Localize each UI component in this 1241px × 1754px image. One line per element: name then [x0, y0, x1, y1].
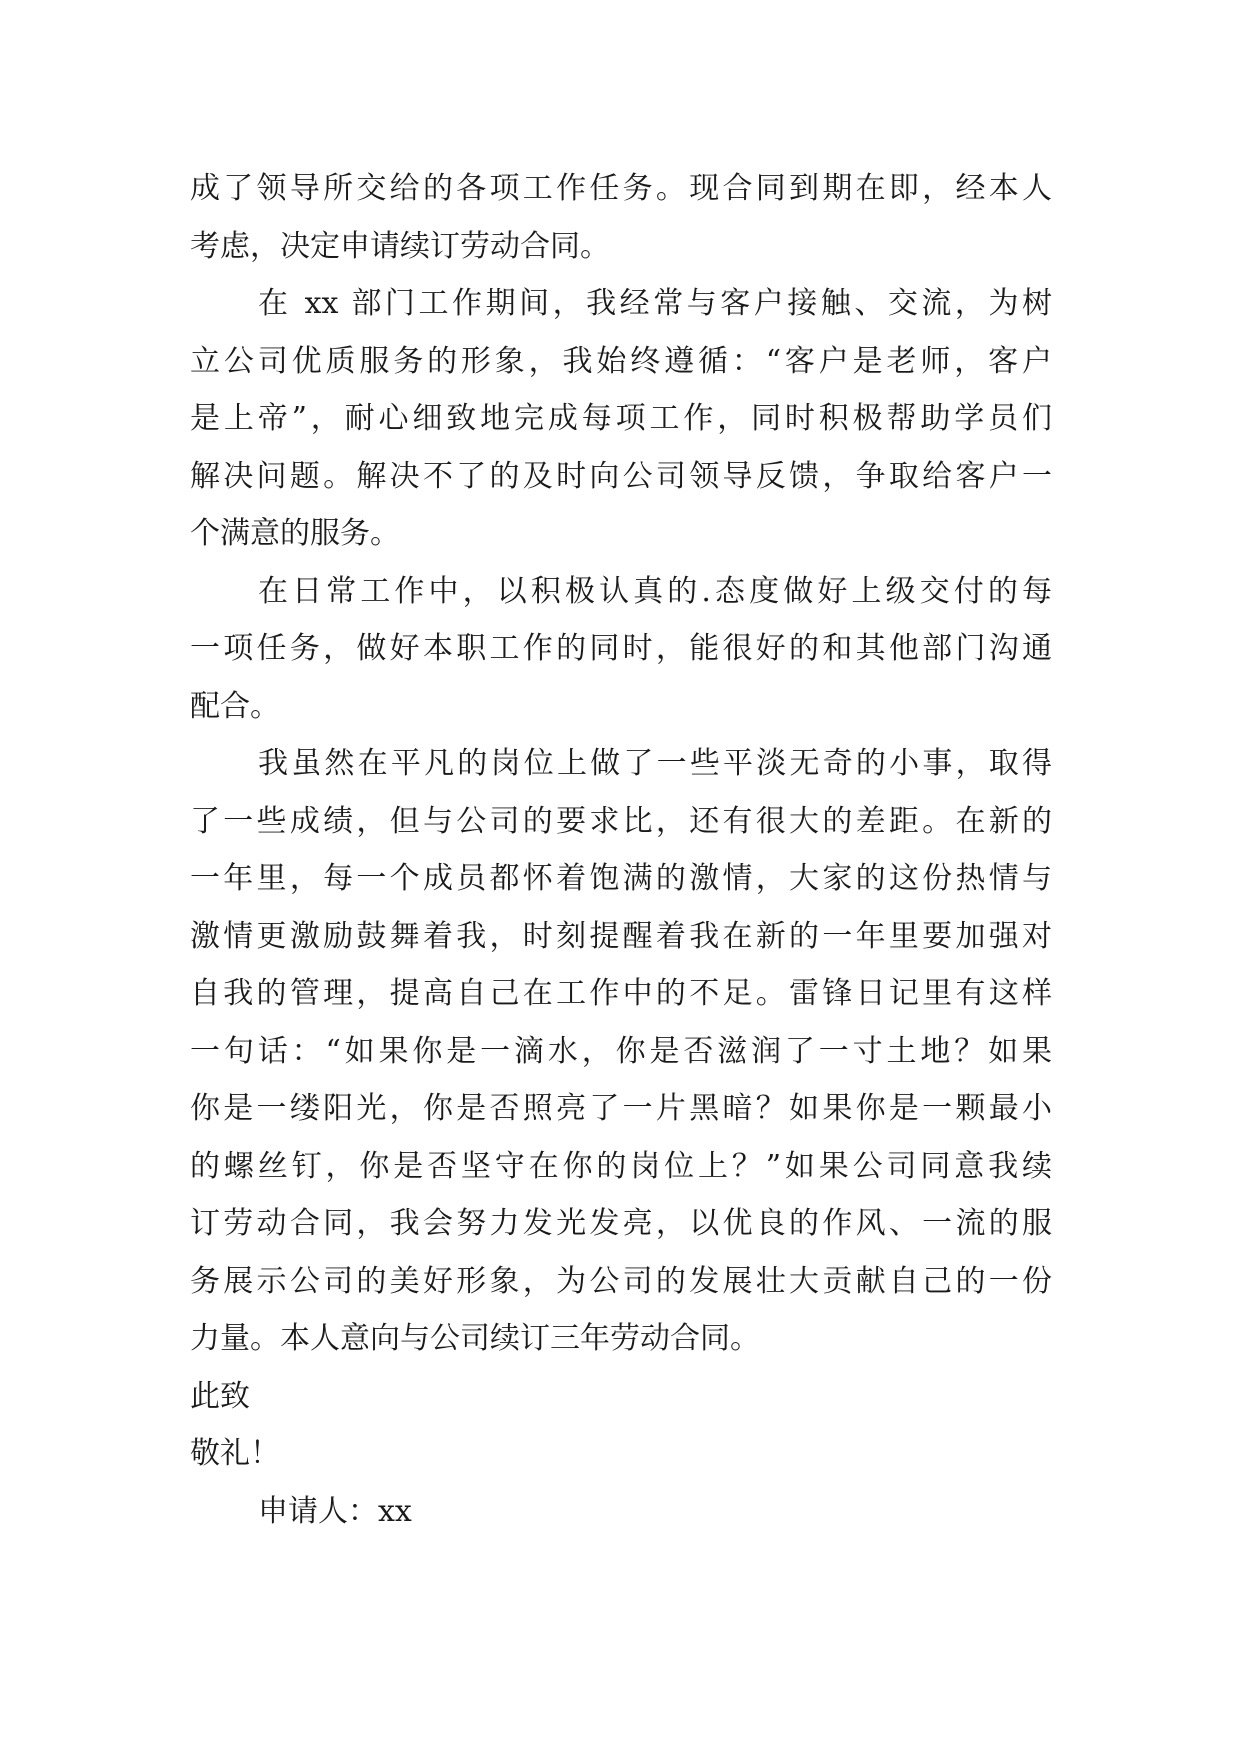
text-line: 立公司优质服务的形象，我始终遵循：“客户是老师，客户	[190, 343, 1052, 379]
text-line: 自我的管理，提高自己在工作中的不足。雷锋日记里有这样	[190, 976, 1052, 1011]
text-line: 激情更激励鼓舞着我，时刻提醒着我在新的一年里要加强对	[190, 918, 1052, 954]
text-line: 你是一缕阳光，你是否照亮了一片黑暗？如果你是一颗最小	[190, 1091, 1052, 1126]
applicant-signature-line: 申请人：xx	[258, 1493, 412, 1529]
text-line: 成了领导所交给的各项工作任务。现合同到期在即，经本人	[190, 171, 1052, 206]
document-page	[190, 160, 1052, 1540]
paragraph-start-line: 在日常工作中，以积极认真的.态度做好上级交付的每	[258, 573, 1052, 609]
text-line: 了一些成绩，但与公司的要求比，还有很大的差距。在新的	[190, 803, 1052, 839]
text-line: 考虑，决定申请续订劳动合同。	[190, 228, 610, 264]
text-line: 订劳动合同，我会努力发光发亮，以优良的作风、一流的服	[190, 1206, 1052, 1241]
paragraph-start-line: 在 xx 部门工作期间，我经常与客户接触、交流，为树	[258, 286, 1052, 321]
closing-salutation: 此致	[190, 1378, 250, 1414]
text-line: 力量。本人意向与公司续订三年劳动合同。	[190, 1321, 760, 1356]
text-line: 一句话：“如果你是一滴水，你是否滋润了一寸土地？如果	[190, 1033, 1052, 1069]
text-line: 个满意的服务。	[190, 516, 400, 551]
text-line: 解决问题。解决不了的及时向公司领导反馈，争取给客户一	[190, 458, 1052, 494]
paragraph-start-line: 我虽然在平凡的岗位上做了一些平淡无奇的小事，取得	[258, 746, 1052, 781]
text-line: 一年里，每一个成员都怀着饱满的激情，大家的这份热情与	[190, 861, 1052, 896]
text-line: 一项任务，做好本职工作的同时，能很好的和其他部门沟通	[190, 631, 1052, 666]
text-line: 的螺丝钉，你是否坚守在你的岗位上？”如果公司同意我续	[190, 1148, 1052, 1184]
text-line: 是上帝”，耐心细致地完成每项工作，同时积极帮助学员们	[190, 401, 1052, 436]
text-line: 配合。	[190, 688, 280, 724]
text-line: 务展示公司的美好形象，为公司的发展壮大贡献自己的一份	[190, 1263, 1052, 1299]
closing-regards: 敬礼！	[190, 1436, 280, 1471]
